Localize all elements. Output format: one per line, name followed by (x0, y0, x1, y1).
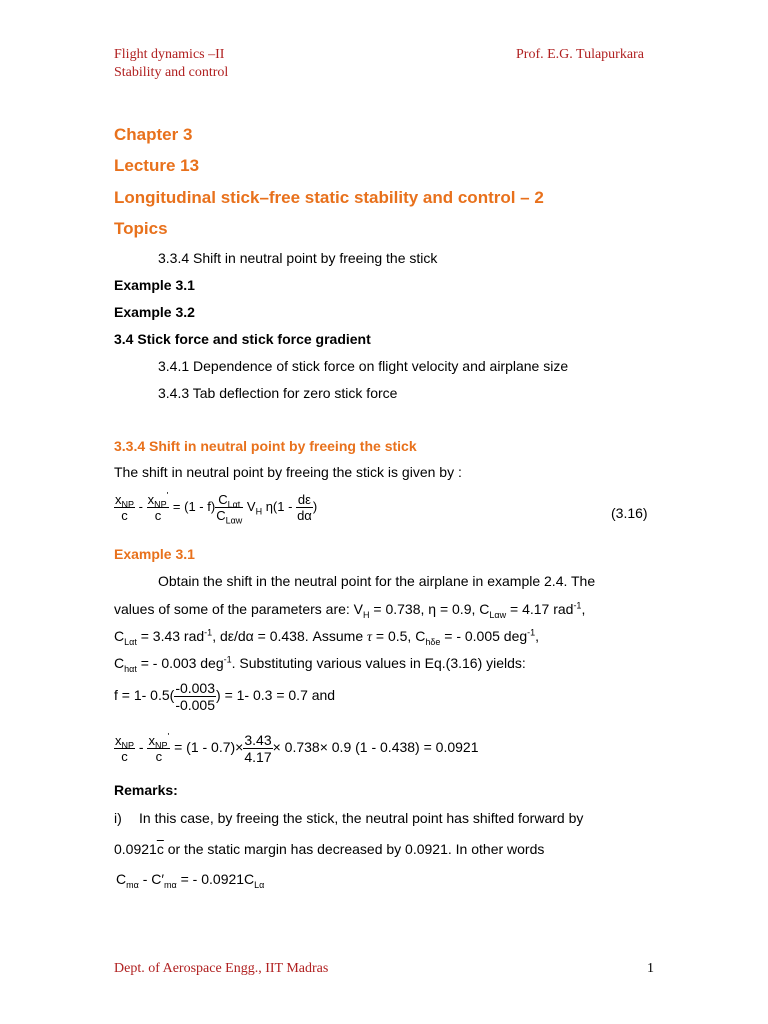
chapter-heading: Chapter 3 (114, 125, 193, 144)
remark-line: $0.0921\overline{c}$ or the static margin has decreased by 0.0921. In other words (114, 841, 545, 857)
section-intro: The shift in neutral point by freeing the stick is given by : (114, 464, 462, 480)
equation-3-16: $\frac{x_{NP}}{c}$ - $\frac{x_{NP}'}{c}$ = (1 - f) $\frac{C_{L\alpha t}}{C_{L\alpha w}}$ $V_H$ η(1 - $\frac{d\varepsilon}{d\alpha}$ ) (115, 490, 318, 526)
example-paragraph-line: $C_{L\alpha t} = 3.43$ rad$^{-1}$, dε/dα = 0.438. Assume τ = 0.5, $C_{h\delta e}$ = - 0.005 deg$^{-1}$, (114, 627, 540, 647)
example-paragraph-line: values of some of the parameters are: $V_H = 0.738$, η = 0.9, $C_{L\alpha w} = 4.17$ rad$^{-1}$, (114, 600, 586, 620)
header-course: Flight dynamics –II (114, 47, 225, 62)
equation-cm: $C_{m\alpha} - C'_{m\alpha}$ = - $0.0921C_{L\alpha}$ (116, 871, 265, 890)
lecture-title: Longitudinal stick–free static stability and control – 2 (114, 188, 544, 207)
header-author: Prof. E.G. Tulapurkara (516, 47, 644, 62)
equation-number: (3.16) (611, 505, 648, 521)
lecture-heading: Lecture 13 (114, 156, 200, 175)
example-paragraph-line: Obtain the shift in the neutral point for the airplane in example 2.4. The (158, 573, 596, 589)
footer-department: Dept. of Aerospace Engg., IIT Madras (114, 961, 329, 976)
example-heading: Example 3.1 (114, 546, 195, 562)
toc-item: Example 3.2 (114, 304, 195, 320)
page-number: 1 (647, 961, 654, 976)
remark-label: i) (114, 810, 122, 826)
toc-item: 3.3.4 Shift in neutral point by freeing the stick (158, 250, 438, 266)
topics-heading: Topics (114, 219, 168, 238)
remark-line: In this case, by freeing the stick, the neutral point has shifted forward by (139, 810, 584, 826)
toc-item: 3.4 Stick force and stick force gradient (114, 331, 371, 347)
header-subtitle: Stability and control (114, 65, 229, 80)
remarks-heading: Remarks: (114, 782, 178, 798)
equation-f: f = 1- 0.5( $\frac{-0.003}{-0.005}$ ) = 1- 0.3 = 0.7 and (114, 680, 336, 713)
section-heading: 3.3.4 Shift in neutral point by freeing the stick (114, 438, 417, 454)
example-paragraph-line: $C_{h\alpha t}$ = - 0.003 deg$^{-1}$. Substituting various values in Eq.(3.16) yields: (114, 654, 526, 674)
toc-item: 3.4.3 Tab deflection for zero stick force (158, 385, 398, 401)
equation-np-shift: $\frac{x_{NP}}{c}$ - $\frac{x_{NP}'}{c}$ = (1 - 0.7)× $\frac{3.43}{4.17}$ × 0.738× 0.9 (1 - 0.438) = 0.0921 (115, 731, 479, 765)
toc-item: 3.4.1 Dependence of stick force on flight velocity and airplane size (158, 358, 569, 374)
toc-item: Example 3.1 (114, 277, 195, 293)
